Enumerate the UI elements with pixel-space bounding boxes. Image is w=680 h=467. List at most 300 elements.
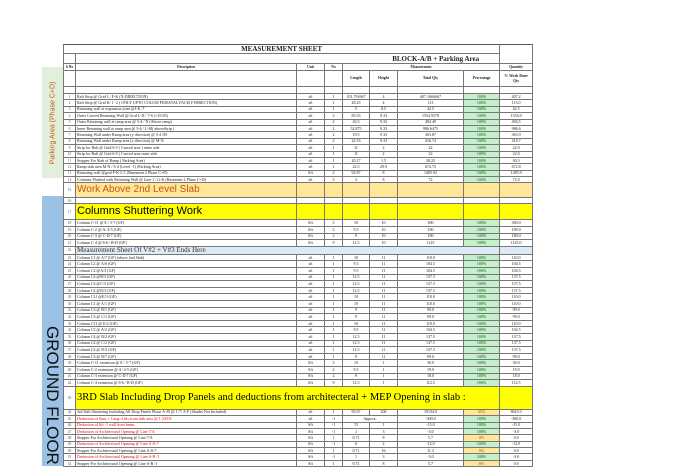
unit-cell[interactable]: sft: [297, 151, 325, 157]
total-qty-cell[interactable]: 22: [398, 145, 464, 151]
percentage-cell[interactable]: 0%: [464, 448, 500, 454]
serial-number-cell[interactable]: 13: [64, 170, 76, 176]
length-cell[interactable]: 15: [343, 422, 370, 428]
count-cell[interactable]: 1: [325, 94, 343, 100]
serial-number-cell[interactable]: 38: [64, 353, 76, 360]
description-cell[interactable]: Column C4 @B/3 (GF): [76, 274, 297, 281]
work-done-qty-cell[interactable]: 190.0: [500, 227, 533, 234]
length-cell[interactable]: 12.5: [343, 287, 370, 294]
work-done-qty-cell[interactable]: 42.5: [500, 106, 533, 112]
unit-cell[interactable]: sft: [297, 287, 325, 294]
work-done-qty-cell[interactable]: 22.0: [500, 145, 533, 151]
serial-number-cell[interactable]: 28: [64, 287, 76, 294]
serial-number-cell[interactable]: 30: [64, 301, 76, 308]
work-done-qty-cell[interactable]: 1554.9: [500, 113, 533, 119]
description-cell[interactable]: Column C4 @D/3 (GF): [76, 287, 297, 294]
total-qty-cell[interactable]: 5.7: [398, 435, 464, 441]
serial-number-cell[interactable]: 21: [64, 240, 76, 247]
description-cell[interactable]: Column C4 @ D/2 (GF): [76, 347, 297, 354]
serial-number-cell[interactable]: 34: [64, 327, 76, 334]
header-length[interactable]: Length: [343, 71, 370, 87]
total-qty-cell[interactable]: 112.5: [398, 380, 464, 387]
height-cell[interactable]: 11: [370, 307, 398, 314]
unit-cell[interactable]: Sft: [297, 227, 325, 234]
work-done-qty-cell[interactable]: 986.6: [500, 125, 533, 131]
unit-cell[interactable]: sft: [297, 416, 325, 422]
count-cell[interactable]: 1: [325, 294, 343, 301]
blank-cell[interactable]: [500, 45, 533, 64]
work-done-qty-cell[interactable]: 18.0: [500, 373, 533, 380]
total-qty-cell[interactable]: 180: [398, 233, 464, 240]
count-cell[interactable]: 2: [325, 233, 343, 240]
unit-cell[interactable]: Sft: [297, 373, 325, 380]
total-qty-cell[interactable]: 137.5: [398, 287, 464, 294]
work-done-qty-cell[interactable]: 110.0: [500, 254, 533, 261]
description-cell[interactable]: Inner Retaining wall at ramp area @ 5-6 / L-M( aboveStrip ): [76, 125, 297, 131]
serial-number-cell[interactable]: 23: [64, 254, 76, 261]
total-qty-cell[interactable]: 137.5: [398, 340, 464, 347]
description-cell[interactable]: Column C-2 @ A/ 4-5 (GF): [76, 227, 297, 234]
percentage-cell[interactable]: 100%: [464, 254, 500, 261]
serial-number-cell[interactable]: 10: [64, 151, 76, 157]
count-cell[interactable]: 1: [325, 100, 343, 106]
unit-cell[interactable]: sft: [297, 281, 325, 288]
unit-cell[interactable]: sft: [297, 301, 325, 308]
description-cell[interactable]: Outer Retaining wall at ramp area @ 5-4 / N (Above ramp): [76, 119, 297, 125]
work-done-qty-cell[interactable]: 72.0: [500, 177, 533, 183]
height-cell[interactable]: 8: [370, 177, 398, 183]
total-qty-cell[interactable]: -12.0: [398, 441, 464, 447]
percentage-cell[interactable]: 100%: [464, 233, 500, 240]
serial-number-cell[interactable]: 24: [64, 261, 76, 268]
work-done-qty-cell[interactable]: 110.0: [500, 320, 533, 327]
work-done-qty-cell[interactable]: 99.0: [500, 314, 533, 321]
height-cell[interactable]: 200: [370, 409, 398, 415]
percentage-cell[interactable]: 100%: [464, 333, 500, 340]
blank-cell[interactable]: [76, 71, 297, 87]
height-cell[interactable]: 8: [370, 460, 398, 466]
height-cell[interactable]: 11: [370, 268, 398, 275]
count-cell[interactable]: 1: [325, 327, 343, 334]
work-done-qty-cell[interactable]: 112.5: [500, 380, 533, 387]
height-cell[interactable]: 11: [370, 287, 398, 294]
length-cell[interactable]: 20.17: [343, 157, 370, 163]
serial-number-cell[interactable]: 45: [64, 416, 76, 422]
blank-cell[interactable]: [343, 87, 370, 94]
height-cell[interactable]: 11: [370, 261, 398, 268]
description-cell[interactable]: Column C4 @ C/2 (GF): [76, 340, 297, 347]
description-cell[interactable]: Column C2 @ A/6 (GF): [76, 261, 297, 268]
percentage-cell[interactable]: 100%: [464, 373, 500, 380]
work-done-qty-cell[interactable]: 363.9: [500, 132, 533, 138]
percentage-cell[interactable]: 100%: [464, 138, 500, 144]
serial-number-cell[interactable]: 29: [64, 294, 76, 301]
work-done-qty-cell[interactable]: 672.8: [500, 164, 533, 170]
height-cell[interactable]: 2: [370, 151, 398, 157]
total-qty-cell[interactable]: 407.1666667: [398, 94, 464, 100]
serial-number-cell[interactable]: 5: [64, 119, 76, 125]
length-cell[interactable]: 10: [343, 254, 370, 261]
percentage-cell[interactable]: 100%: [464, 294, 500, 301]
description-cell[interactable]: Column C-11 @ E / 5-7 (GF): [76, 220, 297, 227]
description-cell[interactable]: Column C4 @C/3 (GF): [76, 281, 297, 288]
description-cell[interactable]: Columns Flushed with Retaining Wall @ Line 1 / G-K (Basement 2 Phase C+D): [76, 177, 297, 183]
length-cell[interactable]: 95.67: [343, 409, 370, 415]
count-cell[interactable]: 1: [325, 157, 343, 163]
blank-cell[interactable]: [64, 71, 76, 87]
description-cell[interactable]: Column C-4 extantion @ 6-6 / B-D (GF): [76, 380, 297, 387]
unit-cell[interactable]: sft: [297, 307, 325, 314]
percentage-cell[interactable]: 100%: [464, 347, 500, 354]
header-measurement[interactable]: Measurement: [343, 64, 500, 71]
blank-cell[interactable]: [500, 204, 533, 220]
unit-cell[interactable]: sft: [297, 106, 325, 112]
length-cell[interactable]: 101.791667: [343, 94, 370, 100]
count-cell[interactable]: 2: [325, 170, 343, 176]
serial-number-cell[interactable]: 3: [64, 106, 76, 112]
description-cell[interactable]: Column C2 @ A/2 (GF): [76, 327, 297, 334]
height-cell[interactable]: 11: [370, 340, 398, 347]
total-qty-cell[interactable]: 99.0: [398, 307, 464, 314]
length-cell[interactable]: 9: [343, 353, 370, 360]
height-cell[interactable]: 11: [370, 281, 398, 288]
unit-cell[interactable]: sft: [297, 119, 325, 125]
serial-number-cell[interactable]: 31: [64, 307, 76, 314]
blank-cell[interactable]: [297, 183, 325, 198]
unit-cell[interactable]: sft: [297, 113, 325, 119]
work-done-qty-cell[interactable]: 22.0: [500, 151, 533, 157]
unit-cell[interactable]: Sft: [297, 441, 325, 447]
unit-cell[interactable]: sft: [297, 138, 325, 144]
total-qty-cell[interactable]: -3.0: [398, 454, 464, 460]
count-cell[interactable]: 1: [325, 320, 343, 327]
serial-number-cell[interactable]: 18: [64, 220, 76, 227]
serial-number-cell[interactable]: 9: [64, 145, 76, 151]
length-cell[interactable]: 52.875: [343, 125, 370, 131]
work-done-qty-cell[interactable]: 0.0: [500, 460, 533, 466]
serial-number-cell[interactable]: 2: [64, 100, 76, 106]
percentage-cell[interactable]: 100%: [464, 125, 500, 131]
quantity-cell[interactable]: [500, 386, 533, 409]
blank-cell[interactable]: [464, 87, 500, 94]
count-cell[interactable]: 1: [325, 254, 343, 261]
header-height[interactable]: Height: [370, 71, 398, 87]
work-done-qty-cell[interactable]: 1485.9: [500, 170, 533, 176]
percentage-cell[interactable]: 100%: [464, 422, 500, 428]
count-cell[interactable]: 1: [325, 164, 343, 170]
total-qty-cell[interactable]: 5.7: [398, 460, 464, 466]
work-done-qty-cell[interactable]: -3.0: [500, 428, 533, 434]
percentage-cell[interactable]: 100%: [464, 428, 500, 434]
count-cell[interactable]: 1: [325, 268, 343, 275]
height-cell[interactable]: 11: [370, 353, 398, 360]
unit-cell[interactable]: Sft: [297, 435, 325, 441]
height-cell[interactable]: 3: [370, 428, 398, 434]
count-cell[interactable]: 1: [325, 409, 343, 415]
work-done-qty-cell[interactable]: 99.0: [500, 353, 533, 360]
percentage-cell[interactable]: 0%: [464, 460, 500, 466]
blank-cell[interactable]: [370, 204, 398, 220]
serial-number-cell[interactable]: 32: [64, 314, 76, 321]
description-cell[interactable]: Stopper For Slab of Ramp ( Parking Area): [76, 157, 297, 163]
total-qty-cell[interactable]: 416.74: [398, 138, 464, 144]
length-cell[interactable]: 6: [343, 441, 370, 447]
total-qty-cell[interactable]: 137.5: [398, 281, 464, 288]
unit-cell[interactable]: sft: [297, 274, 325, 281]
description-cell[interactable]: Column C-4 @ 6-6 / B-D (GF): [76, 240, 297, 247]
unit-cell[interactable]: Sft: [297, 366, 325, 373]
height-cell[interactable]: 1: [370, 373, 398, 380]
count-cell[interactable]: 1: [325, 448, 343, 454]
length-cell[interactable]: 11: [343, 151, 370, 157]
serial-number-cell[interactable]: 33: [64, 320, 76, 327]
total-qty-cell[interactable]: 19.0: [398, 366, 464, 373]
work-done-qty-cell[interactable]: 8610.3: [500, 409, 533, 415]
work-done-qty-cell[interactable]: 0.0: [500, 435, 533, 441]
total-qty-cell[interactable]: 1554.9378: [398, 113, 464, 119]
serial-number-cell[interactable]: 11: [64, 157, 76, 163]
work-done-qty-cell[interactable]: 137.5: [500, 274, 533, 281]
work-done-qty-cell[interactable]: 104.5: [500, 327, 533, 334]
count-cell[interactable]: 1: [325, 106, 343, 112]
unit-cell[interactable]: sft: [297, 100, 325, 106]
unit-cell[interactable]: Sft: [297, 233, 325, 240]
blank-cell[interactable]: [64, 54, 76, 64]
count-cell[interactable]: -1: [325, 441, 343, 447]
description-cell[interactable]: Column C4 @ B/2 (GF): [76, 333, 297, 340]
blank-cell[interactable]: [325, 183, 343, 198]
percentage-cell[interactable]: 100%: [464, 220, 500, 227]
total-qty-cell[interactable]: 30.25: [398, 157, 464, 163]
work-done-qty-cell[interactable]: 0.0: [500, 448, 533, 454]
percentage-cell[interactable]: 100%: [464, 261, 500, 268]
header-sno[interactable]: S.No: [64, 64, 76, 71]
height-cell[interactable]: 11: [370, 347, 398, 354]
height-cell[interactable]: 11: [370, 254, 398, 261]
length-cell[interactable]: 12.5: [343, 380, 370, 387]
percentage-cell[interactable]: 100%: [464, 353, 500, 360]
height-cell[interactable]: 2: [370, 145, 398, 151]
height-cell[interactable]: 1: [370, 422, 398, 428]
count-cell[interactable]: 1: [325, 347, 343, 354]
unit-cell[interactable]: sft: [297, 125, 325, 131]
height-cell[interactable]: 10: [370, 233, 398, 240]
serial-number-cell[interactable]: 17: [64, 204, 76, 220]
serial-number-cell[interactable]: 49: [64, 441, 76, 447]
percentage-cell[interactable]: 100%: [464, 145, 500, 151]
percentage-cell[interactable]: 100%: [464, 360, 500, 367]
unit-cell[interactable]: sft: [297, 327, 325, 334]
length-cell[interactable]: 22.5: [343, 164, 370, 170]
header-unit[interactable]: Unit: [297, 64, 325, 71]
blank-cell[interactable]: [464, 204, 500, 220]
percentage-cell[interactable]: 100%: [464, 132, 500, 138]
serial-number-cell[interactable]: 27: [64, 281, 76, 288]
block-title[interactable]: BLOCK-A/B + Parking Area: [76, 54, 500, 64]
unit-cell[interactable]: Sft: [297, 448, 325, 454]
length-cell[interactable]: 3: [343, 177, 370, 183]
percentage-cell[interactable]: 100%: [464, 94, 500, 100]
approx-cell[interactable]: Approx.: [343, 416, 398, 422]
blank-cell[interactable]: [370, 87, 398, 94]
height-cell[interactable]: 9.33: [370, 132, 398, 138]
percentage-cell[interactable]: 100%: [464, 301, 500, 308]
percentage-cell[interactable]: 100%: [464, 100, 500, 106]
description-cell[interactable]: Column C-11 extention @ E / 5-7 (GF): [76, 360, 297, 367]
total-qty-cell[interactable]: 22: [398, 151, 464, 157]
work-done-qty-cell[interactable]: 416.7: [500, 138, 533, 144]
description-cell[interactable]: Ramp slab area M-N / 6-4 (Level -1) (Parking Area): [76, 164, 297, 170]
total-qty-cell[interactable]: -300.0: [398, 416, 464, 422]
serial-number-cell[interactable]: 39: [64, 360, 76, 367]
work-done-qty-cell[interactable]: 137.5: [500, 333, 533, 340]
work-done-qty-cell[interactable]: 137.5: [500, 287, 533, 294]
count-cell[interactable]: 1: [325, 145, 343, 151]
serial-number-cell[interactable]: 35: [64, 333, 76, 340]
work-done-qty-cell[interactable]: 137.5: [500, 340, 533, 347]
height-cell[interactable]: 1.5: [370, 157, 398, 163]
work-done-qty-cell[interactable]: 137.5: [500, 281, 533, 288]
count-cell[interactable]: 1: [325, 307, 343, 314]
description-cell[interactable]: Retaining Wall under Ramp area (y direction) @ 5-4 /M: [76, 132, 297, 138]
count-cell[interactable]: 3: [325, 360, 343, 367]
percentage-cell[interactable]: 100%: [464, 170, 500, 176]
blank-cell[interactable]: [297, 87, 325, 94]
blank-cell[interactable]: [398, 204, 464, 220]
unit-cell[interactable]: sft: [297, 268, 325, 275]
total-qty-cell[interactable]: 1125: [398, 240, 464, 247]
blank-cell[interactable]: [64, 87, 76, 94]
count-cell[interactable]: 2: [325, 119, 343, 125]
serial-number-cell[interactable]: 20: [64, 233, 76, 240]
serial-number-cell[interactable]: 6: [64, 125, 76, 131]
total-qty-cell[interactable]: 110.0: [398, 294, 464, 301]
work-done-qty-cell[interactable]: 1125.0: [500, 240, 533, 247]
description-cell[interactable]: Deduction of Architectural Opening @ Line A-B /1: [76, 454, 297, 460]
unit-cell[interactable]: Sft: [297, 454, 325, 460]
total-qty-cell[interactable]: 137.5: [398, 347, 464, 354]
percentage-cell[interactable]: 100%: [464, 366, 500, 373]
percentage-cell[interactable]: 100%: [464, 274, 500, 281]
unit-cell[interactable]: sft: [297, 145, 325, 151]
count-cell[interactable]: 1: [325, 151, 343, 157]
count-cell[interactable]: -1: [325, 422, 343, 428]
count-cell[interactable]: 1: [325, 314, 343, 321]
length-cell[interactable]: 83.33: [343, 113, 370, 119]
length-cell[interactable]: 0.71: [343, 435, 370, 441]
work-done-qty-cell[interactable]: 494.5: [500, 119, 533, 125]
height-cell[interactable]: 9.33: [370, 119, 398, 125]
length-cell[interactable]: 11: [343, 145, 370, 151]
total-qty-cell[interactable]: 30.0: [398, 360, 464, 367]
description-cell[interactable]: Column C3 @ C/1 (GF): [76, 314, 297, 321]
work-done-qty-cell[interactable]: 180.0: [500, 233, 533, 240]
percentage-cell[interactable]: 100%: [464, 106, 500, 112]
blank-cell[interactable]: [297, 204, 325, 220]
total-qty-cell[interactable]: 363.87: [398, 132, 464, 138]
length-cell[interactable]: 0.71: [343, 448, 370, 454]
description-cell[interactable]: Retaining Wall under Ramp area (x direction) @ M-N: [76, 138, 297, 144]
serial-number-cell[interactable]: 42: [64, 380, 76, 387]
percentage-cell[interactable]: 100%: [464, 287, 500, 294]
percentage-cell[interactable]: 100%: [464, 119, 500, 125]
length-cell[interactable]: 12.5: [343, 340, 370, 347]
height-cell[interactable]: 4: [370, 94, 398, 100]
quantity-cell[interactable]: [500, 246, 533, 254]
total-qty-cell[interactable]: 137.5: [398, 274, 464, 281]
count-cell[interactable]: -1: [325, 428, 343, 434]
count-cell[interactable]: 2: [325, 138, 343, 144]
length-cell[interactable]: 12.5: [343, 333, 370, 340]
serial-number-cell[interactable]: 40: [64, 366, 76, 373]
length-cell[interactable]: 9: [343, 373, 370, 380]
count-cell[interactable]: 3: [325, 177, 343, 183]
work-done-qty-cell[interactable]: 407.2: [500, 94, 533, 100]
total-qty-cell[interactable]: 672.75: [398, 164, 464, 170]
height-cell[interactable]: 1: [370, 380, 398, 387]
count-cell[interactable]: 2: [325, 125, 343, 131]
serial-number-cell[interactable]: 26: [64, 274, 76, 281]
work-done-qty-cell[interactable]: 110.0: [500, 301, 533, 308]
count-cell[interactable]: 1: [325, 261, 343, 268]
length-cell[interactable]: 10: [343, 220, 370, 227]
serial-number-cell[interactable]: 52: [64, 460, 76, 466]
description-cell[interactable]: Strip for Raft @ Grid 6-5 ( Curved area outer side: [76, 151, 297, 157]
height-cell[interactable]: 10: [370, 220, 398, 227]
length-cell[interactable]: 9: [343, 314, 370, 321]
work-done-qty-cell[interactable]: 113.0: [500, 100, 533, 106]
length-cell[interactable]: 22.33: [343, 138, 370, 144]
header-percentage[interactable]: Percentage: [464, 71, 500, 87]
count-cell[interactable]: 1: [325, 460, 343, 466]
percentage-cell[interactable]: 100%: [464, 416, 500, 422]
count-cell[interactable]: 2: [325, 132, 343, 138]
percentage-cell[interactable]: 100%: [464, 380, 500, 387]
serial-number-cell[interactable]: 37: [64, 347, 76, 354]
description-cell[interactable]: Raft Strip @ Grid 1 / F-K (X-DIRECTION): [76, 94, 297, 100]
description-cell[interactable]: Retaining wall at expansion joint @J-K /7: [76, 106, 297, 112]
serial-number-cell[interactable]: 43: [64, 386, 76, 409]
count-cell[interactable]: 2: [325, 227, 343, 234]
count-cell[interactable]: 1: [325, 274, 343, 281]
height-cell[interactable]: 4: [370, 100, 398, 106]
header-work-done-qty[interactable]: % Work Done Qty: [500, 71, 533, 87]
length-cell[interactable]: 26.5: [343, 119, 370, 125]
unit-cell[interactable]: Sft: [297, 240, 325, 247]
description-cell[interactable]: Column C2 @A/3 (GF): [76, 268, 297, 275]
total-qty-cell[interactable]: 110.0: [398, 320, 464, 327]
length-cell[interactable]: 10: [343, 360, 370, 367]
count-cell[interactable]: -1: [325, 416, 343, 422]
total-qty-cell[interactable]: 99.0: [398, 314, 464, 321]
unit-cell[interactable]: Sft: [297, 460, 325, 466]
length-cell[interactable]: 5: [343, 106, 370, 112]
percentage-cell[interactable]: 100%: [464, 227, 500, 234]
serial-number-cell[interactable]: 44: [64, 409, 76, 415]
height-cell[interactable]: 9.33: [370, 138, 398, 144]
height-cell[interactable]: 11: [370, 333, 398, 340]
work-done-qty-cell[interactable]: -15.0: [500, 422, 533, 428]
description-cell[interactable]: Column C-2 extension @ A/ 4-5 (GF): [76, 366, 297, 373]
percentage-cell[interactable]: 100%: [464, 164, 500, 170]
unit-cell[interactable]: Sft: [297, 170, 325, 176]
blank-cell[interactable]: [370, 183, 398, 198]
length-cell[interactable]: 19.5: [343, 132, 370, 138]
percentage-cell[interactable]: 0%: [464, 435, 500, 441]
total-qty-cell[interactable]: 104.5: [398, 261, 464, 268]
unit-cell[interactable]: Sft: [297, 220, 325, 227]
total-qty-cell[interactable]: 72: [398, 177, 464, 183]
